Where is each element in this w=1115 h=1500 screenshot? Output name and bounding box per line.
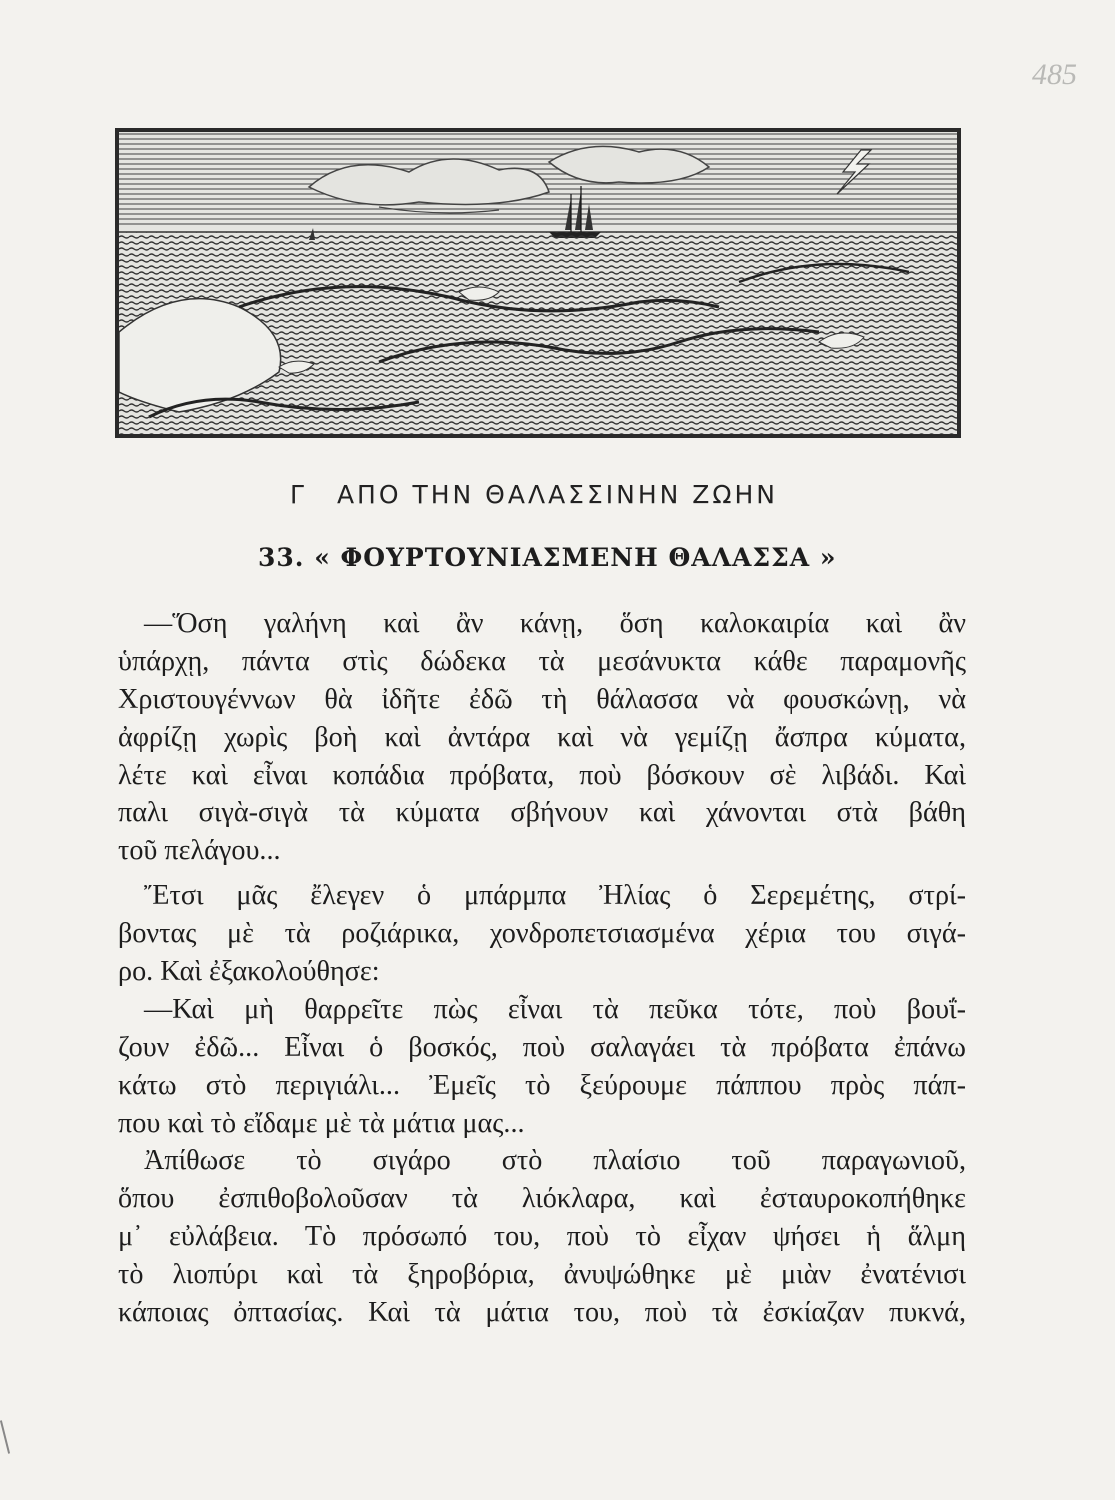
text-line: τοῦ πελάγου... [118, 835, 281, 867]
margin-mark [0, 1420, 10, 1453]
section-title: ΑΠΟ ΤΗΝ ΘΑΛΑΣΣΙΝΗΝ ΖΩΗΝ [336, 480, 779, 509]
page-number: 485 [1032, 58, 1077, 91]
text-line: ζουν ἐδῶ... Εἶναι ὁ βοσκός, ποὺ σαλαγάει τὰ πρόβατα ἐπάνω [118, 1031, 966, 1063]
text-line: λέτε καὶ εἶναι κοπάδια πρόβατα, ποὺ βόσκουν σὲ λιβάδι. Καὶ [118, 759, 966, 791]
text-line: κάποιας ὀπτασίας. Καὶ τὰ μάτια του, ποὺ τὰ ἐσκίαζαν πυκνά, [118, 1297, 966, 1329]
text-line: —Καὶ μὴ θαρρεῖτε πὼς εἶναι τὰ πεῦκα τότε, ποὺ βουΐ- [144, 993, 966, 1025]
text-line: Ἀπίθωσε τὸ σιγάρο στὸ πλαίσιο τοῦ παραγωνιοῦ, [144, 1145, 966, 1177]
text-line: Χριστουγέννων θὰ ἰδῆτε ἐδῶ τὴ θάλασσα νὰ φουσκώνῃ, νὰ [118, 683, 966, 715]
text-line: που καὶ τὸ εἴδαμε μὲ τὰ μάτια μας... [118, 1107, 525, 1139]
section-heading [290, 480, 778, 509]
text-line: ὑπάρχῃ, πάντα στὶς δώδεκα τὰ μεσάνυκτα κάθε παραμονῆς [118, 645, 966, 677]
illustration-frame [115, 128, 961, 438]
chapter-title: 33. « ΦΟΥΡΤΟΥΝΙΑΣΜΕΝΗ ΘΑΛΑΣΣΑ » [258, 543, 837, 572]
text-line: μ᾽ εὐλάβεια. Τὸ πρόσωπό του, ποὺ τὸ εἶχαν ψήσει ἡ ἅλμη [118, 1221, 966, 1253]
text-line: —Ὅση γαλήνη καὶ ἂν κάνῃ, ὅση καλοκαιρία καὶ ἂν [144, 608, 966, 639]
stormy-sea-woodcut-icon [119, 132, 957, 434]
body-text [118, 605, 966, 1332]
text-line: παλι σιγὰ-σιγὰ τὰ κύματα σβήνουν καὶ χάνονται στὰ βάθη [118, 797, 966, 829]
text-line: τὸ λιοπύρι καὶ τὰ ξηροβόρια, ἀνυψώθηκε μὲ μιὰν ἐνατένισι [118, 1259, 966, 1291]
text-line: ρο. Καὶ ἐξακολούθησε: [118, 956, 380, 988]
text-line: κάτω στὸ περιγιάλι... Ἐμεῖς τὸ ξεύρουμε πάππου πρὸς πάπ- [118, 1069, 966, 1101]
text-line: ὅπου ἐσπιθοβολοῦσαν τὰ λιόκλαρα, καὶ ἐσταυροκοπήθηκε [118, 1183, 966, 1215]
text-line: ἀφρίζῃ χωρὶς βοὴ καὶ ἀντάρα καὶ νὰ γεμίζῃ ἄσπρα κύματα, [118, 721, 966, 753]
text-line: βοντας μὲ τὰ ροζιάρικα, χονδροπετσιασμένα χέρια του σιγά- [118, 918, 966, 950]
text-line: Ἔτσι μᾶς ἔλεγεν ὁ μπάρμπα Ἠλίας ὁ Σερεμέτης, στρί- [144, 880, 966, 912]
section-letter: Γ [290, 480, 307, 509]
